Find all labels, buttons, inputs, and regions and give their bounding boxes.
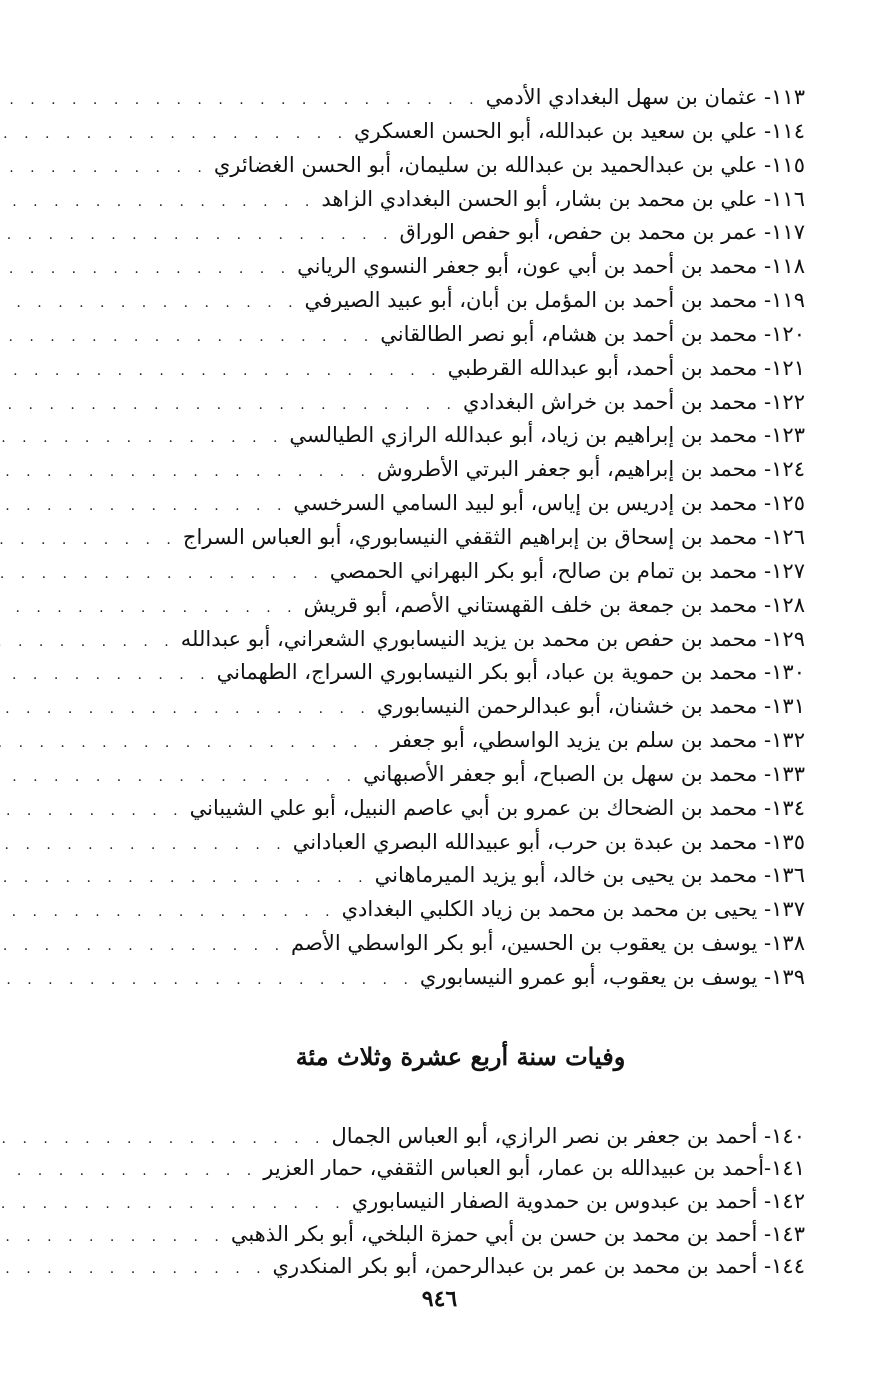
entry-title: ١٣٤- محمد بن الضحاك بن عمرو بن أبي عاصم النبيل، أبو علي الشيباني [189,795,805,820]
dot-leader [0,1230,231,1244]
dot-leader [0,668,217,682]
dot-leader [0,905,342,919]
dot-leader [0,161,214,175]
entry-title: ١٢٧- محمد بن تمام بن صالح، أبو بكر البهراني الحمصي [329,558,805,583]
index-entry [46,1155,805,1188]
entry-title: ١٢٣- محمد بن إبراهيم بن زياد، أبو عبدالله الرازي الطيالسي [289,423,805,448]
index-entry [46,152,805,186]
entry-title: ١٤٤- أحمد بن محمد بن عمر بن عبدالرحمن، أبو بكر المنكدري [272,1254,805,1279]
dot-leader [0,702,377,716]
dot-leader [0,1164,263,1178]
dot-leader [0,127,354,141]
index-entry [46,524,805,558]
entry-title: ١٢٢- محمد بن أحمد بن خراش البغدادي [463,389,805,414]
entry-title: ١١٤- علي بن سعيد بن عبدالله، أبو الحسن العسكري [354,118,805,143]
dot-leader [0,973,420,987]
index-entry [46,389,805,423]
entry-title: ١٣٥- محمد بن عبدة بن حرب، أبو عبيدالله البصري العباداني [292,829,805,854]
entry-title: ١٢٦- محمد بن إسحاق بن إبراهيم الثقفي النيسابوري، أبو العباس السراج [182,524,805,549]
dot-leader [0,93,486,107]
dot-leader [0,635,181,649]
index-list-1 [46,84,805,998]
index-entry [46,118,805,152]
index-entry [46,490,805,524]
index-entry [46,862,805,896]
index-entry [46,253,805,287]
entry-title: ١٣٨- يوسف بن يعقوب بن الحسين، أبو بكر الواسطي الأصم [291,931,805,956]
index-entry [46,964,805,998]
index-entry [46,1253,805,1286]
dot-leader [0,262,297,276]
dot-leader [0,804,190,818]
index-entry [46,1221,805,1254]
entry-title: ١٢١- محمد بن أحمد، أبو عبدالله القرطبي [447,355,805,380]
dot-leader [0,330,380,344]
dot-leader [0,533,183,547]
entry-title: ١٤٠- أحمد بن جعفر بن نصر الرازي، أبو العباس الجمال [331,1123,805,1148]
dot-leader [0,1132,332,1146]
dot-leader [0,601,304,615]
entry-title: ١١٧- عمر بن محمد بن حفص، أبو حفص الوراق [399,220,805,245]
entry-title: ١٢٠- محمد بن أحمد بن هشام، أبو نصر الطالقاني [380,321,805,346]
index-entry [46,727,805,761]
index-entry [46,896,805,930]
index-entry [46,693,805,727]
index-entry [46,930,805,964]
dot-leader [0,431,289,445]
index-entry [46,1123,805,1156]
dot-leader [0,1262,273,1276]
entry-title: ١١٩- محمد بن أحمد بن المؤمل بن أبان، أبو عبيد الصيرفي [304,288,805,313]
index-entry [46,84,805,118]
dot-leader [0,736,390,750]
index-entry [46,1188,805,1221]
entry-title: ١٢٤- محمد بن إبراهيم، أبو جعفر البرتي الأطروش [377,457,805,482]
entry-title: ١٢٩- محمد بن حفص بن محمد بن يزيد النيسابوري الشعراني، أبو عبدالله [180,626,805,651]
entry-title: ١٢٥- محمد بن إدريس بن إياس، أبو لبيد السامي السرخسي [293,491,805,516]
index-entry [46,186,805,220]
entry-title: ١١٣- عثمان بن سهل البغدادي الأدمي [485,85,805,109]
entry-title: ١٤٣- أحمد بن محمد بن حسن بن أبي حمزة البلخي، أبو بكر الذهبي [230,1221,805,1246]
index-entry [46,219,805,253]
dot-leader [0,364,448,378]
section-heading: وفيات سنة أربع عشرة وثلاث مئة [295,1041,626,1071]
index-entry [46,558,805,592]
index-entry [46,456,805,490]
entry-title: ١١٦- علي بن محمد بن بشار، أبو الحسن البغدادي الزاهد [321,186,805,211]
entry-title: ١٣٣- محمد بن سهل بن الصباح، أبو جعفر الأصبهاني [363,761,805,786]
index-entry [46,761,805,795]
dot-leader [0,499,293,513]
index-entry [46,422,805,456]
dot-leader [0,939,291,953]
dot-leader [0,195,321,209]
index-entry [46,659,805,693]
dot-leader [0,296,305,310]
dot-leader [0,398,463,412]
entry-title: ١١٨- محمد بن أحمد بن أبي عون، أبو جعفر النسوي الرياني [297,254,805,279]
index-entry [46,355,805,389]
entry-title: ١٤٢- أحمد بن عبدوس بن حمدوية الصفار النيسابوري [351,1188,805,1213]
dot-leader [0,465,377,479]
entry-title: ١١٥- علي بن عبدالحميد بن عبدالله بن سليمان، أبو الحسن الغضائري [213,152,805,177]
dot-leader [0,567,330,581]
entry-title: ١٣٢- محمد بن سلم بن يزيد الواسطي، أبو جعفر [390,728,805,753]
entry-title: ١٣١- محمد بن خشنان، أبو عبدالرحمن النيسابوري [376,694,805,719]
index-entry [46,287,805,321]
index-list-2 [46,1123,805,1286]
dot-leader [0,228,399,242]
entry-title: ١٤١-أحمد بن عبيدالله بن عمار، أبو العباس الثقفي، حمار العزير [263,1156,805,1181]
entry-title: ١٣٧- يحيى بن محمد بن محمد بن زياد الكلبي البغدادي [341,897,805,922]
page-number: ٩٤٦ [421,1286,458,1312]
entry-title: ١٣٩- يوسف بن يعقوب، أبو عمرو النيسابوري [419,964,805,989]
dot-leader [0,838,293,852]
dot-leader [0,1197,352,1211]
entry-title: ١٣٦- محمد بن يحيى بن خالد، أبو يزيد الميرماهاني [374,863,805,888]
dot-leader [0,871,375,885]
index-entry [46,795,805,829]
index-entry [46,829,805,863]
dot-leader [0,770,363,784]
index-entry [46,321,805,355]
entry-title: ١٣٠- محمد بن حموية بن عباد، أبو بكر النيسابوري السراج، الطهماني [216,660,805,685]
index-entry [46,626,805,660]
index-entry [46,592,805,626]
entry-title: ١٢٨- محمد بن جمعة بن خلف القهستاني الأصم، أبو قريش [303,592,805,617]
